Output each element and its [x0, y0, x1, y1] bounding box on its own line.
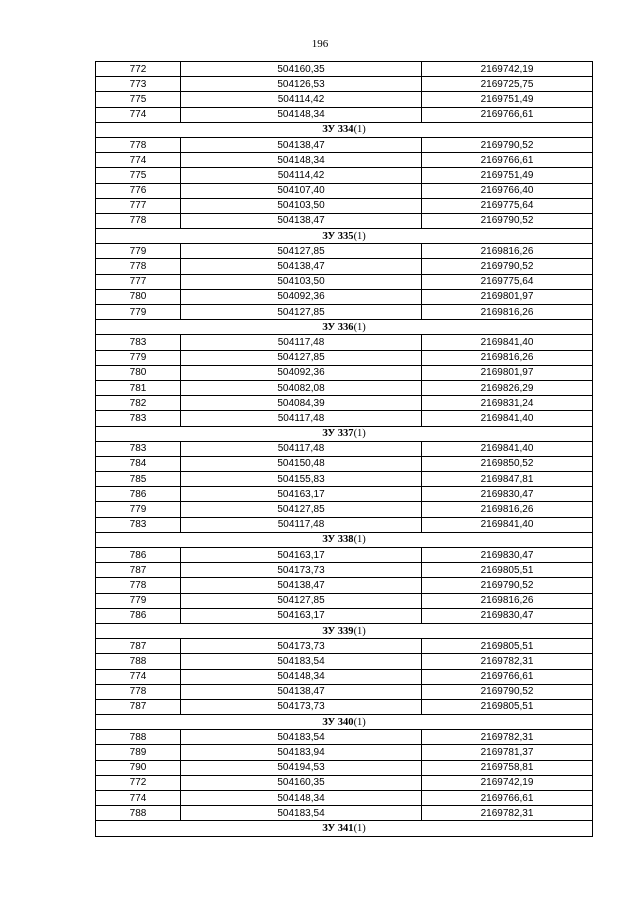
section-title-suffix: (1): [353, 230, 366, 242]
table-row: [96, 806, 593, 821]
table-row: [96, 411, 593, 426]
x-coordinate-cell: 504160,35: [181, 62, 422, 77]
x-coordinate-cell: 504092,36: [181, 365, 422, 380]
point-number-cell: 778: [96, 259, 181, 274]
y-coordinate-cell: 2169841,40: [422, 411, 593, 426]
y-coordinate-cell: 2169847,81: [422, 472, 593, 487]
point-number-cell: 779: [96, 593, 181, 608]
x-coordinate-cell: 504138,47: [181, 213, 422, 228]
x-coordinate-cell: 504127,85: [181, 305, 422, 320]
point-number-cell: 788: [96, 730, 181, 745]
point-number-cell: 780: [96, 289, 181, 304]
x-coordinate-cell: 504127,85: [181, 502, 422, 517]
y-coordinate-cell: 2169790,52: [422, 213, 593, 228]
point-number-cell: 786: [96, 548, 181, 563]
table-row: [96, 213, 593, 228]
point-number-cell: 774: [96, 107, 181, 122]
section-title-cell: [96, 532, 593, 547]
section-title-suffix: (1): [353, 428, 366, 440]
table-row: [96, 396, 593, 411]
section-header-row: [96, 229, 593, 244]
y-coordinate-cell: 2169782,31: [422, 730, 593, 745]
point-number-cell: 789: [96, 745, 181, 760]
table-row: [96, 472, 593, 487]
point-number-cell: 775: [96, 168, 181, 183]
y-coordinate-cell: 2169831,24: [422, 396, 593, 411]
point-number-cell: 778: [96, 578, 181, 593]
y-coordinate-cell: 2169751,49: [422, 168, 593, 183]
x-coordinate-cell: 504127,85: [181, 350, 422, 365]
y-coordinate-cell: 2169766,61: [422, 107, 593, 122]
point-number-cell: 777: [96, 274, 181, 289]
section-title-suffix: (1): [353, 124, 366, 136]
table-row: [96, 441, 593, 456]
x-coordinate-cell: 504114,42: [181, 92, 422, 107]
y-coordinate-cell: 2169826,29: [422, 380, 593, 395]
table-row: [96, 730, 593, 745]
table-row: [96, 77, 593, 92]
y-coordinate-cell: 2169766,61: [422, 153, 593, 168]
table-row: [96, 563, 593, 578]
point-number-cell: 783: [96, 335, 181, 350]
table-row: [96, 92, 593, 107]
y-coordinate-cell: 2169816,26: [422, 350, 593, 365]
table-row: [96, 289, 593, 304]
section-header-row: [96, 821, 593, 836]
table-row: [96, 380, 593, 395]
y-coordinate-cell: 2169830,47: [422, 487, 593, 502]
table-row: [96, 259, 593, 274]
y-coordinate-cell: 2169816,26: [422, 502, 593, 517]
x-coordinate-cell: 504103,50: [181, 274, 422, 289]
point-number-cell: 787: [96, 563, 181, 578]
x-coordinate-cell: 504103,50: [181, 198, 422, 213]
table-row: [96, 791, 593, 806]
x-coordinate-cell: 504173,73: [181, 699, 422, 714]
x-coordinate-cell: 504148,34: [181, 669, 422, 684]
x-coordinate-cell: 504117,48: [181, 335, 422, 350]
point-number-cell: 776: [96, 183, 181, 198]
x-coordinate-cell: 504163,17: [181, 548, 422, 563]
section-title-cell: [96, 426, 593, 441]
point-number-cell: 788: [96, 806, 181, 821]
x-coordinate-cell: 504183,54: [181, 806, 422, 821]
table-row: [96, 456, 593, 471]
x-coordinate-cell: 504163,17: [181, 487, 422, 502]
point-number-cell: 779: [96, 244, 181, 259]
point-number-cell: 784: [96, 456, 181, 471]
x-coordinate-cell: 504148,34: [181, 791, 422, 806]
point-number-cell: 778: [96, 213, 181, 228]
section-header-row: [96, 426, 593, 441]
table-row: [96, 517, 593, 532]
table-row: [96, 107, 593, 122]
point-number-cell: 779: [96, 502, 181, 517]
point-number-cell: 782: [96, 396, 181, 411]
x-coordinate-cell: 504183,94: [181, 745, 422, 760]
table-row: [96, 335, 593, 350]
point-number-cell: 779: [96, 350, 181, 365]
point-number-cell: 778: [96, 137, 181, 152]
y-coordinate-cell: 2169805,51: [422, 563, 593, 578]
section-title-cell: [96, 320, 593, 335]
x-coordinate-cell: 504173,73: [181, 563, 422, 578]
section-header-row: [96, 532, 593, 547]
point-number-cell: 781: [96, 380, 181, 395]
table-row: [96, 760, 593, 775]
y-coordinate-cell: 2169790,52: [422, 578, 593, 593]
point-number-cell: 778: [96, 684, 181, 699]
x-coordinate-cell: 504173,73: [181, 639, 422, 654]
table-row: [96, 548, 593, 563]
y-coordinate-cell: 2169751,49: [422, 92, 593, 107]
section-title-suffix: (1): [353, 534, 366, 546]
section-title: ЗУ 336: [322, 321, 354, 333]
x-coordinate-cell: 504126,53: [181, 77, 422, 92]
table-row: [96, 350, 593, 365]
y-coordinate-cell: 2169766,40: [422, 183, 593, 198]
section-header-row: [96, 320, 593, 335]
table-row: [96, 198, 593, 213]
y-coordinate-cell: 2169790,52: [422, 259, 593, 274]
y-coordinate-cell: 2169742,19: [422, 775, 593, 790]
x-coordinate-cell: 504148,34: [181, 153, 422, 168]
x-coordinate-cell: 504155,83: [181, 472, 422, 487]
section-title-suffix: (1): [353, 822, 366, 834]
x-coordinate-cell: 504183,54: [181, 654, 422, 669]
table-row: [96, 305, 593, 320]
table-row: [96, 274, 593, 289]
table-row: [96, 502, 593, 517]
point-number-cell: 788: [96, 654, 181, 669]
section-title-cell: [96, 122, 593, 137]
point-number-cell: 786: [96, 608, 181, 623]
y-coordinate-cell: 2169775,64: [422, 198, 593, 213]
y-coordinate-cell: 2169841,40: [422, 441, 593, 456]
x-coordinate-cell: 504148,34: [181, 107, 422, 122]
y-coordinate-cell: 2169805,51: [422, 639, 593, 654]
table-row: [96, 593, 593, 608]
point-number-cell: 780: [96, 365, 181, 380]
point-number-cell: 786: [96, 487, 181, 502]
coordinates-table: [95, 61, 593, 837]
x-coordinate-cell: 504138,47: [181, 578, 422, 593]
x-coordinate-cell: 504092,36: [181, 289, 422, 304]
x-coordinate-cell: 504194,53: [181, 760, 422, 775]
section-title-cell: [96, 715, 593, 730]
x-coordinate-cell: 504107,40: [181, 183, 422, 198]
y-coordinate-cell: 2169782,31: [422, 654, 593, 669]
table-row: [96, 639, 593, 654]
y-coordinate-cell: 2169841,40: [422, 335, 593, 350]
coordinates-table-body: [96, 62, 593, 837]
y-coordinate-cell: 2169841,40: [422, 517, 593, 532]
section-title: ЗУ 341: [322, 822, 354, 834]
section-title-suffix: (1): [353, 321, 366, 333]
x-coordinate-cell: 504138,47: [181, 259, 422, 274]
table-row: [96, 487, 593, 502]
table-row: [96, 62, 593, 77]
table-row: [96, 153, 593, 168]
y-coordinate-cell: 2169766,61: [422, 791, 593, 806]
y-coordinate-cell: 2169766,61: [422, 669, 593, 684]
y-coordinate-cell: 2169775,64: [422, 274, 593, 289]
point-number-cell: 774: [96, 791, 181, 806]
point-number-cell: 775: [96, 92, 181, 107]
y-coordinate-cell: 2169850,52: [422, 456, 593, 471]
table-row: [96, 775, 593, 790]
table-row: [96, 699, 593, 714]
y-coordinate-cell: 2169742,19: [422, 62, 593, 77]
x-coordinate-cell: 504117,48: [181, 517, 422, 532]
page-number: 196: [311, 38, 329, 50]
section-title-cell: [96, 623, 593, 638]
point-number-cell: 790: [96, 760, 181, 775]
point-number-cell: 774: [96, 669, 181, 684]
y-coordinate-cell: 2169801,97: [422, 289, 593, 304]
point-number-cell: 779: [96, 305, 181, 320]
section-title-suffix: (1): [353, 716, 366, 728]
x-coordinate-cell: 504127,85: [181, 244, 422, 259]
y-coordinate-cell: 2169790,52: [422, 137, 593, 152]
table-row: [96, 654, 593, 669]
point-number-cell: 777: [96, 198, 181, 213]
y-coordinate-cell: 2169790,52: [422, 684, 593, 699]
x-coordinate-cell: 504183,54: [181, 730, 422, 745]
x-coordinate-cell: 504084,39: [181, 396, 422, 411]
table-row: [96, 669, 593, 684]
y-coordinate-cell: 2169725,75: [422, 77, 593, 92]
section-title: ЗУ 338: [322, 534, 354, 546]
y-coordinate-cell: 2169830,47: [422, 548, 593, 563]
x-coordinate-cell: 504114,42: [181, 168, 422, 183]
point-number-cell: 787: [96, 699, 181, 714]
table-row: [96, 137, 593, 152]
table-row: [96, 745, 593, 760]
point-number-cell: 772: [96, 775, 181, 790]
section-title-cell: [96, 821, 593, 836]
x-coordinate-cell: 504160,35: [181, 775, 422, 790]
point-number-cell: 773: [96, 77, 181, 92]
section-header-row: [96, 715, 593, 730]
point-number-cell: 783: [96, 517, 181, 532]
table-row: [96, 608, 593, 623]
point-number-cell: 783: [96, 441, 181, 456]
y-coordinate-cell: 2169816,26: [422, 305, 593, 320]
point-number-cell: 774: [96, 153, 181, 168]
x-coordinate-cell: 504163,17: [181, 608, 422, 623]
section-title-cell: [96, 229, 593, 244]
y-coordinate-cell: 2169782,31: [422, 806, 593, 821]
table-row: [96, 244, 593, 259]
x-coordinate-cell: 504150,48: [181, 456, 422, 471]
section-title-suffix: (1): [353, 625, 366, 637]
section-title: ЗУ 334: [322, 124, 354, 136]
y-coordinate-cell: 2169830,47: [422, 608, 593, 623]
table-row: [96, 684, 593, 699]
x-coordinate-cell: 504117,48: [181, 441, 422, 456]
y-coordinate-cell: 2169801,97: [422, 365, 593, 380]
y-coordinate-cell: 2169758,81: [422, 760, 593, 775]
point-number-cell: 787: [96, 639, 181, 654]
table-row: [96, 168, 593, 183]
point-number-cell: 783: [96, 411, 181, 426]
section-header-row: [96, 122, 593, 137]
section-title: ЗУ 337: [322, 428, 354, 440]
x-coordinate-cell: 504127,85: [181, 593, 422, 608]
x-coordinate-cell: 504117,48: [181, 411, 422, 426]
section-title: ЗУ 340: [322, 716, 354, 728]
section-title: ЗУ 335: [322, 230, 354, 242]
x-coordinate-cell: 504138,47: [181, 137, 422, 152]
table-row: [96, 578, 593, 593]
point-number-cell: 785: [96, 472, 181, 487]
section-header-row: [96, 623, 593, 638]
table-row: [96, 365, 593, 380]
x-coordinate-cell: 504138,47: [181, 684, 422, 699]
y-coordinate-cell: 2169816,26: [422, 244, 593, 259]
x-coordinate-cell: 504082,08: [181, 380, 422, 395]
point-number-cell: 772: [96, 62, 181, 77]
table-row: [96, 183, 593, 198]
y-coordinate-cell: 2169816,26: [422, 593, 593, 608]
section-title: ЗУ 339: [322, 625, 354, 637]
y-coordinate-cell: 2169781,37: [422, 745, 593, 760]
y-coordinate-cell: 2169805,51: [422, 699, 593, 714]
